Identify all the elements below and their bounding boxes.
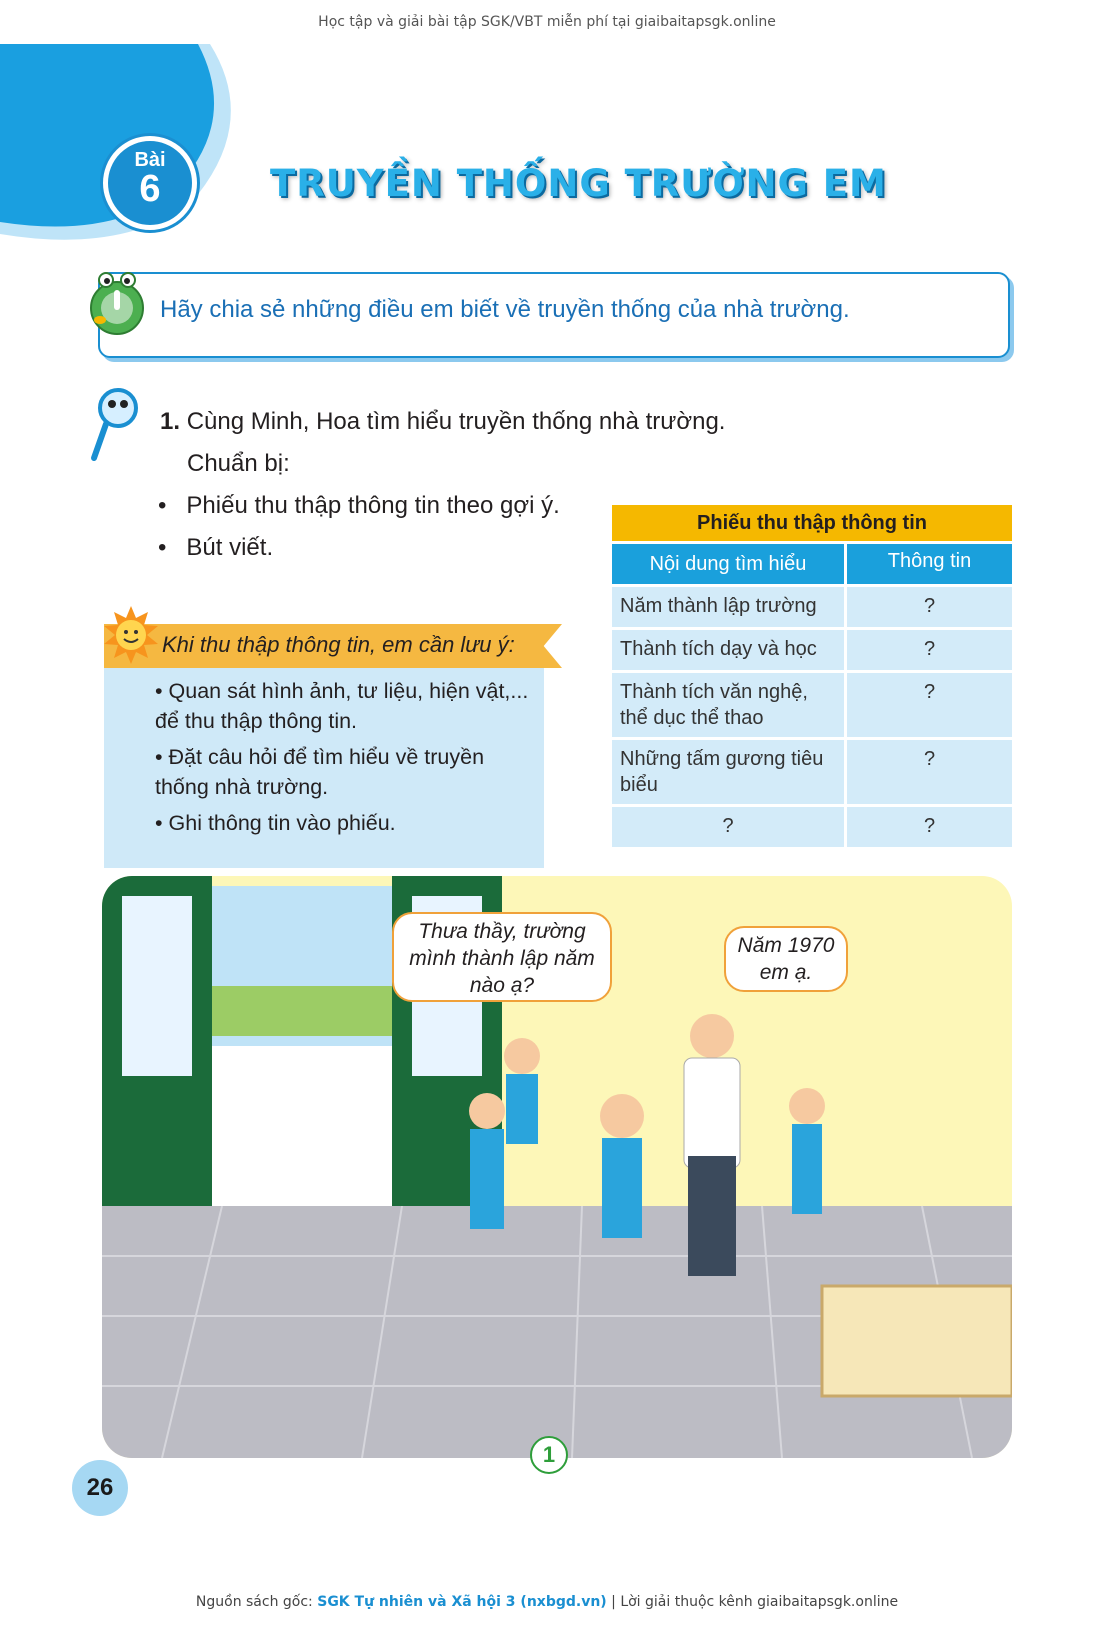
table-header-row: [612, 544, 1012, 584]
worksheet-title: Phiếu thu thập thông tin: [612, 505, 1012, 541]
mascot-icon: [86, 268, 148, 338]
column-header: Thông tin: [847, 544, 1012, 584]
tip-item: • Ghi thông tin vào phiếu.: [155, 811, 396, 835]
table-row: [612, 740, 1012, 804]
activity-text: Cùng Minh, Hoa tìm hiểu truyền thống nhà trường.: [186, 408, 726, 435]
image-number-badge: 1: [530, 1436, 568, 1474]
table-cell: ?: [612, 807, 844, 847]
prep-item: • Bút viết.: [158, 534, 274, 561]
sun-icon: [102, 606, 160, 664]
activity-number: 1.: [160, 408, 181, 435]
table-cell: Thành tích văn nghệ, thể dục thể thao: [612, 673, 844, 737]
table-cell: Năm thành lập trường: [612, 587, 844, 627]
lesson-number: 6: [139, 168, 161, 210]
table-cell: ?: [847, 630, 1012, 670]
table-cell: ?: [847, 807, 1012, 847]
table-row: [612, 630, 1012, 670]
table-cell: ?: [847, 740, 1012, 804]
table-cell: Những tấm gương tiêu biểu: [612, 740, 844, 804]
column-header: Nội dung tìm hiểu: [612, 544, 844, 584]
page-number: 26: [72, 1460, 128, 1516]
table-row: [612, 807, 1012, 847]
table-row: [612, 673, 1012, 737]
footer-source: SGK Tự nhiên và Xã hội 3 (nxbgd.vn): [317, 1594, 607, 1610]
magnifier-icon: [90, 384, 142, 462]
prep-item: • Phiếu thu thập thông tin theo gợi ý.: [158, 492, 560, 519]
share-prompt: Hãy chia sẻ những điều em biết về truyền thống của nhà trường.: [160, 296, 850, 323]
teacher-speech-bubble: Năm 1970 em ạ.: [724, 926, 848, 992]
student-speech-bubble: Thưa thầy, trường mình thành lập năm nào ạ?: [392, 912, 612, 1002]
header-note: Học tập và giải bài tập SGK/VBT miễn phí tại giaibaitapsgk.online: [318, 14, 776, 30]
worksheet-table: [612, 505, 1012, 847]
prep-label: Chuẩn bị:: [187, 450, 290, 477]
activity-heading: [160, 408, 725, 436]
lesson-badge: [103, 136, 197, 230]
lesson-title: TRUYỀN THỐNG TRƯỜNG EM: [270, 162, 887, 205]
tip-item: • Quan sát hình ảnh, tư liệu, hiện vật,... để thu thập thông tin.: [155, 679, 529, 733]
table-row: [612, 587, 1012, 627]
table-cell: ?: [847, 587, 1012, 627]
table-cell: Thành tích dạy và học: [612, 630, 844, 670]
table-cell: ?: [847, 673, 1012, 737]
footer-note: Nguồn sách gốc: SGK Tự nhiên và Xã hội 3 (nxbgd.vn) | Lời giải thuộc kênh giaibaitapsgk.online: [195, 1594, 899, 1610]
tips-title: Khi thu thập thông tin, em cần lưu ý:: [162, 632, 515, 657]
tip-item: • Đặt câu hỏi để tìm hiểu về truyền thống nhà trường.: [155, 745, 485, 799]
school-scene-illustration: [102, 876, 1012, 1458]
lesson-word: Bài: [134, 149, 166, 171]
